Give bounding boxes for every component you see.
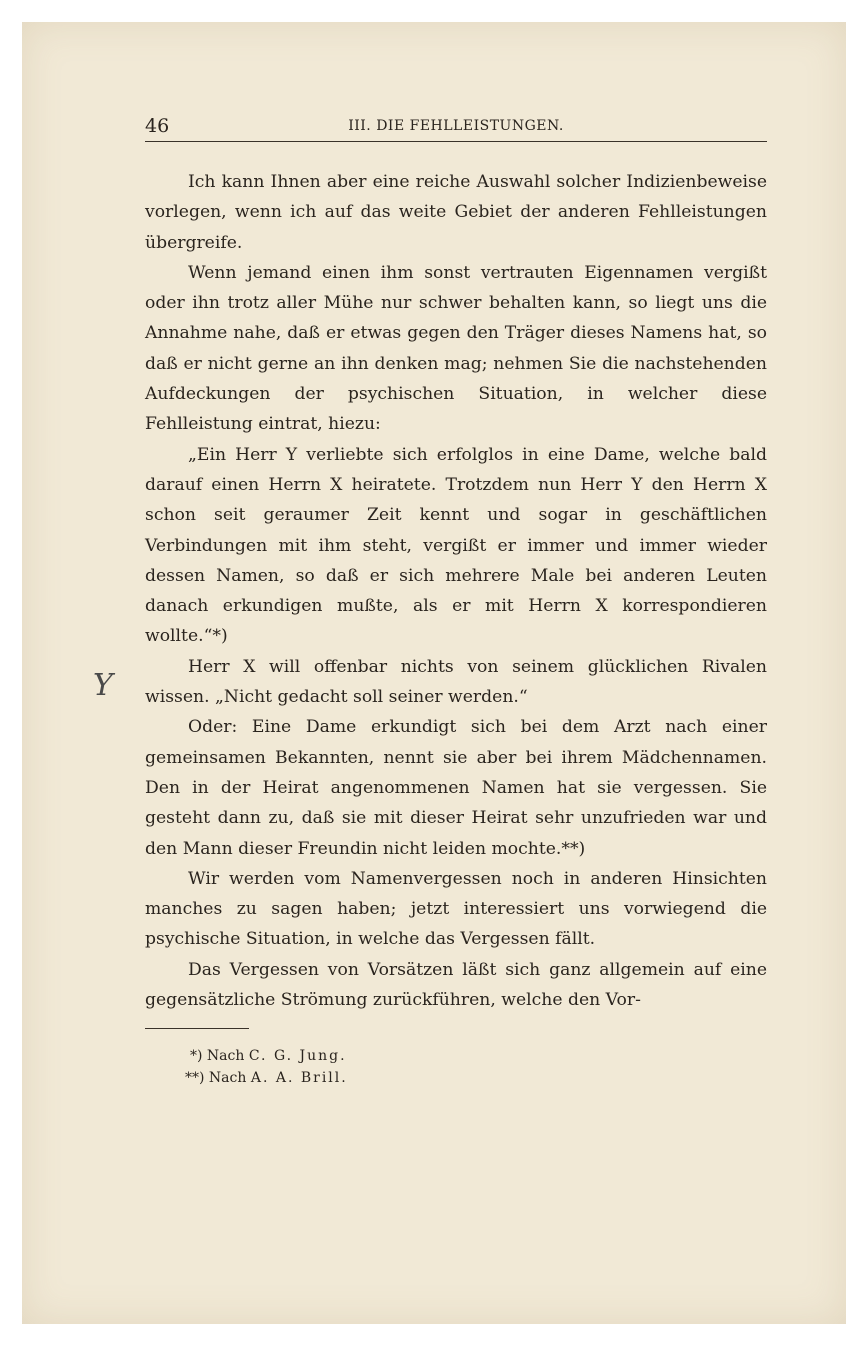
footnote-rule [145, 1028, 249, 1029]
paragraph: Wenn jemand einen ihm sonst vertrauten Eigennamen vergißt oder ihn trotz aller Mühe nur schwer behalten kann, so liegt uns die Annahme nahe, daß er etwas gegen den Träger dieses Namens hat, so daß er nicht gerne an ihn denken mag; nehmen Sie die nachstehenden Aufdeckungen der psychischen Situation, in welcher diese Fehlleistung eintrat, hiezu: [145, 262, 767, 435]
footnote-1 [190, 1045, 348, 1067]
paragraph: Oder: Eine Dame erkundigt sich bei dem Arzt nach einer gemeinsamen Bekannten, nennt sie aber bei ihrem Mädchennamen. Den in der Heirat angenommenen Namen hat sie vergessen. Sie gesteht dann zu, daß sie mit dieser Heirat sehr unzufrieden war und den Mann dieser Freundin nicht leiden mochte.**) [145, 717, 767, 859]
footnote-2 [185, 1067, 348, 1089]
paragraph: „Ein Herr Y verliebte sich erfolglos in eine Dame, welche bald darauf einen Herrn X heiratete. Trotzdem nun Herr Y den Herrn X schon seit geraumer Zeit kennt und sogar in geschäftlichen Verbindungen mit ihm steht, vergißt er immer und immer wieder dessen Namen, so daß er sich mehrere Male bei anderen Leuten danach erkundigen mußte, als er mit Herrn X korrespondieren wollte.“*) [145, 444, 767, 647]
paragraph: Wir werden vom Namenvergessen noch in anderen Hinsichten manches zu sagen haben; jetzt interessiert uns vorwiegend die psychische Situation, in welche das Vergessen fällt. [145, 868, 767, 950]
page-number: 46 [145, 115, 170, 137]
footnote-2-name: A. A. Brill. [250, 1070, 348, 1086]
paragraph: Herr X will offenbar nichts von seinem glücklichen Rivalen wissen. „Nicht gedacht soll seiner werden.“ [145, 656, 767, 708]
footnote-1-mark: *) Nach [190, 1048, 245, 1064]
body-text [145, 167, 767, 1015]
footnote-2-mark: **) Nach [185, 1070, 247, 1086]
footnotes [185, 1045, 348, 1089]
page-header [145, 115, 767, 142]
paragraph: Das Vergessen von Vorsätzen läßt sich ganz allgemein auf eine gegensätzliche Strömung zurückführen, welche den Vor- [145, 959, 767, 1011]
handwritten-margin-note: Y [93, 668, 113, 703]
paragraph: Ich kann Ihnen aber eine reiche Auswahl solcher Indizienbeweise vorlegen, wenn ich auf das weite Gebiet der anderen Fehlleistungen übergreife. [145, 172, 767, 253]
running-head: III. DIE FEHLLEISTUNGEN. [348, 118, 564, 134]
footnote-1-name: C. G. Jung. [248, 1048, 347, 1064]
